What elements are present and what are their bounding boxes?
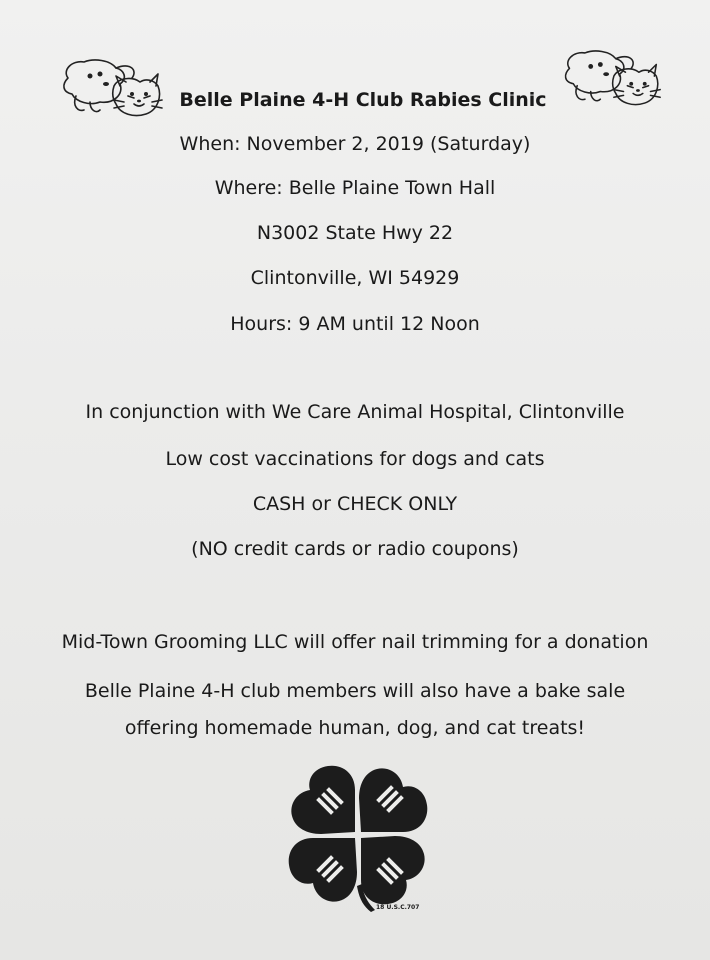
4-h-clover-icon [283, 760, 433, 920]
bake-sale-line-1: Belle Plaine 4-H club members will also have a bake sale [84, 680, 626, 702]
address-city: Clintonville, WI 54929 [250, 267, 460, 289]
address-street: N3002 State Hwy 22 [256, 222, 454, 244]
vaccination-note: Low cost vaccinations for dogs and cats [165, 448, 545, 470]
payment-restriction: (NO credit cards or radio coupons) [191, 538, 519, 560]
bake-sale-line-2: offering homemade human, dog, and cat treats! [124, 717, 586, 739]
page-title: Belle Plaine 4-H Club Rabies Clinic [179, 89, 547, 111]
partner-note: In conjunction with We Care Animal Hospital, Clintonville [85, 401, 625, 423]
event-hours: Hours: 9 AM until 12 Noon [230, 313, 480, 335]
event-date: When: November 2, 2019 (Saturday) [179, 133, 531, 155]
grooming-note: Mid-Town Grooming LLC will offer nail trimming for a donation [61, 631, 649, 653]
event-location: Where: Belle Plaine Town Hall [214, 177, 496, 199]
emblem-caption: 18 U.S.C.707 [376, 904, 420, 911]
payment-note: CASH or CHECK ONLY [252, 493, 458, 515]
